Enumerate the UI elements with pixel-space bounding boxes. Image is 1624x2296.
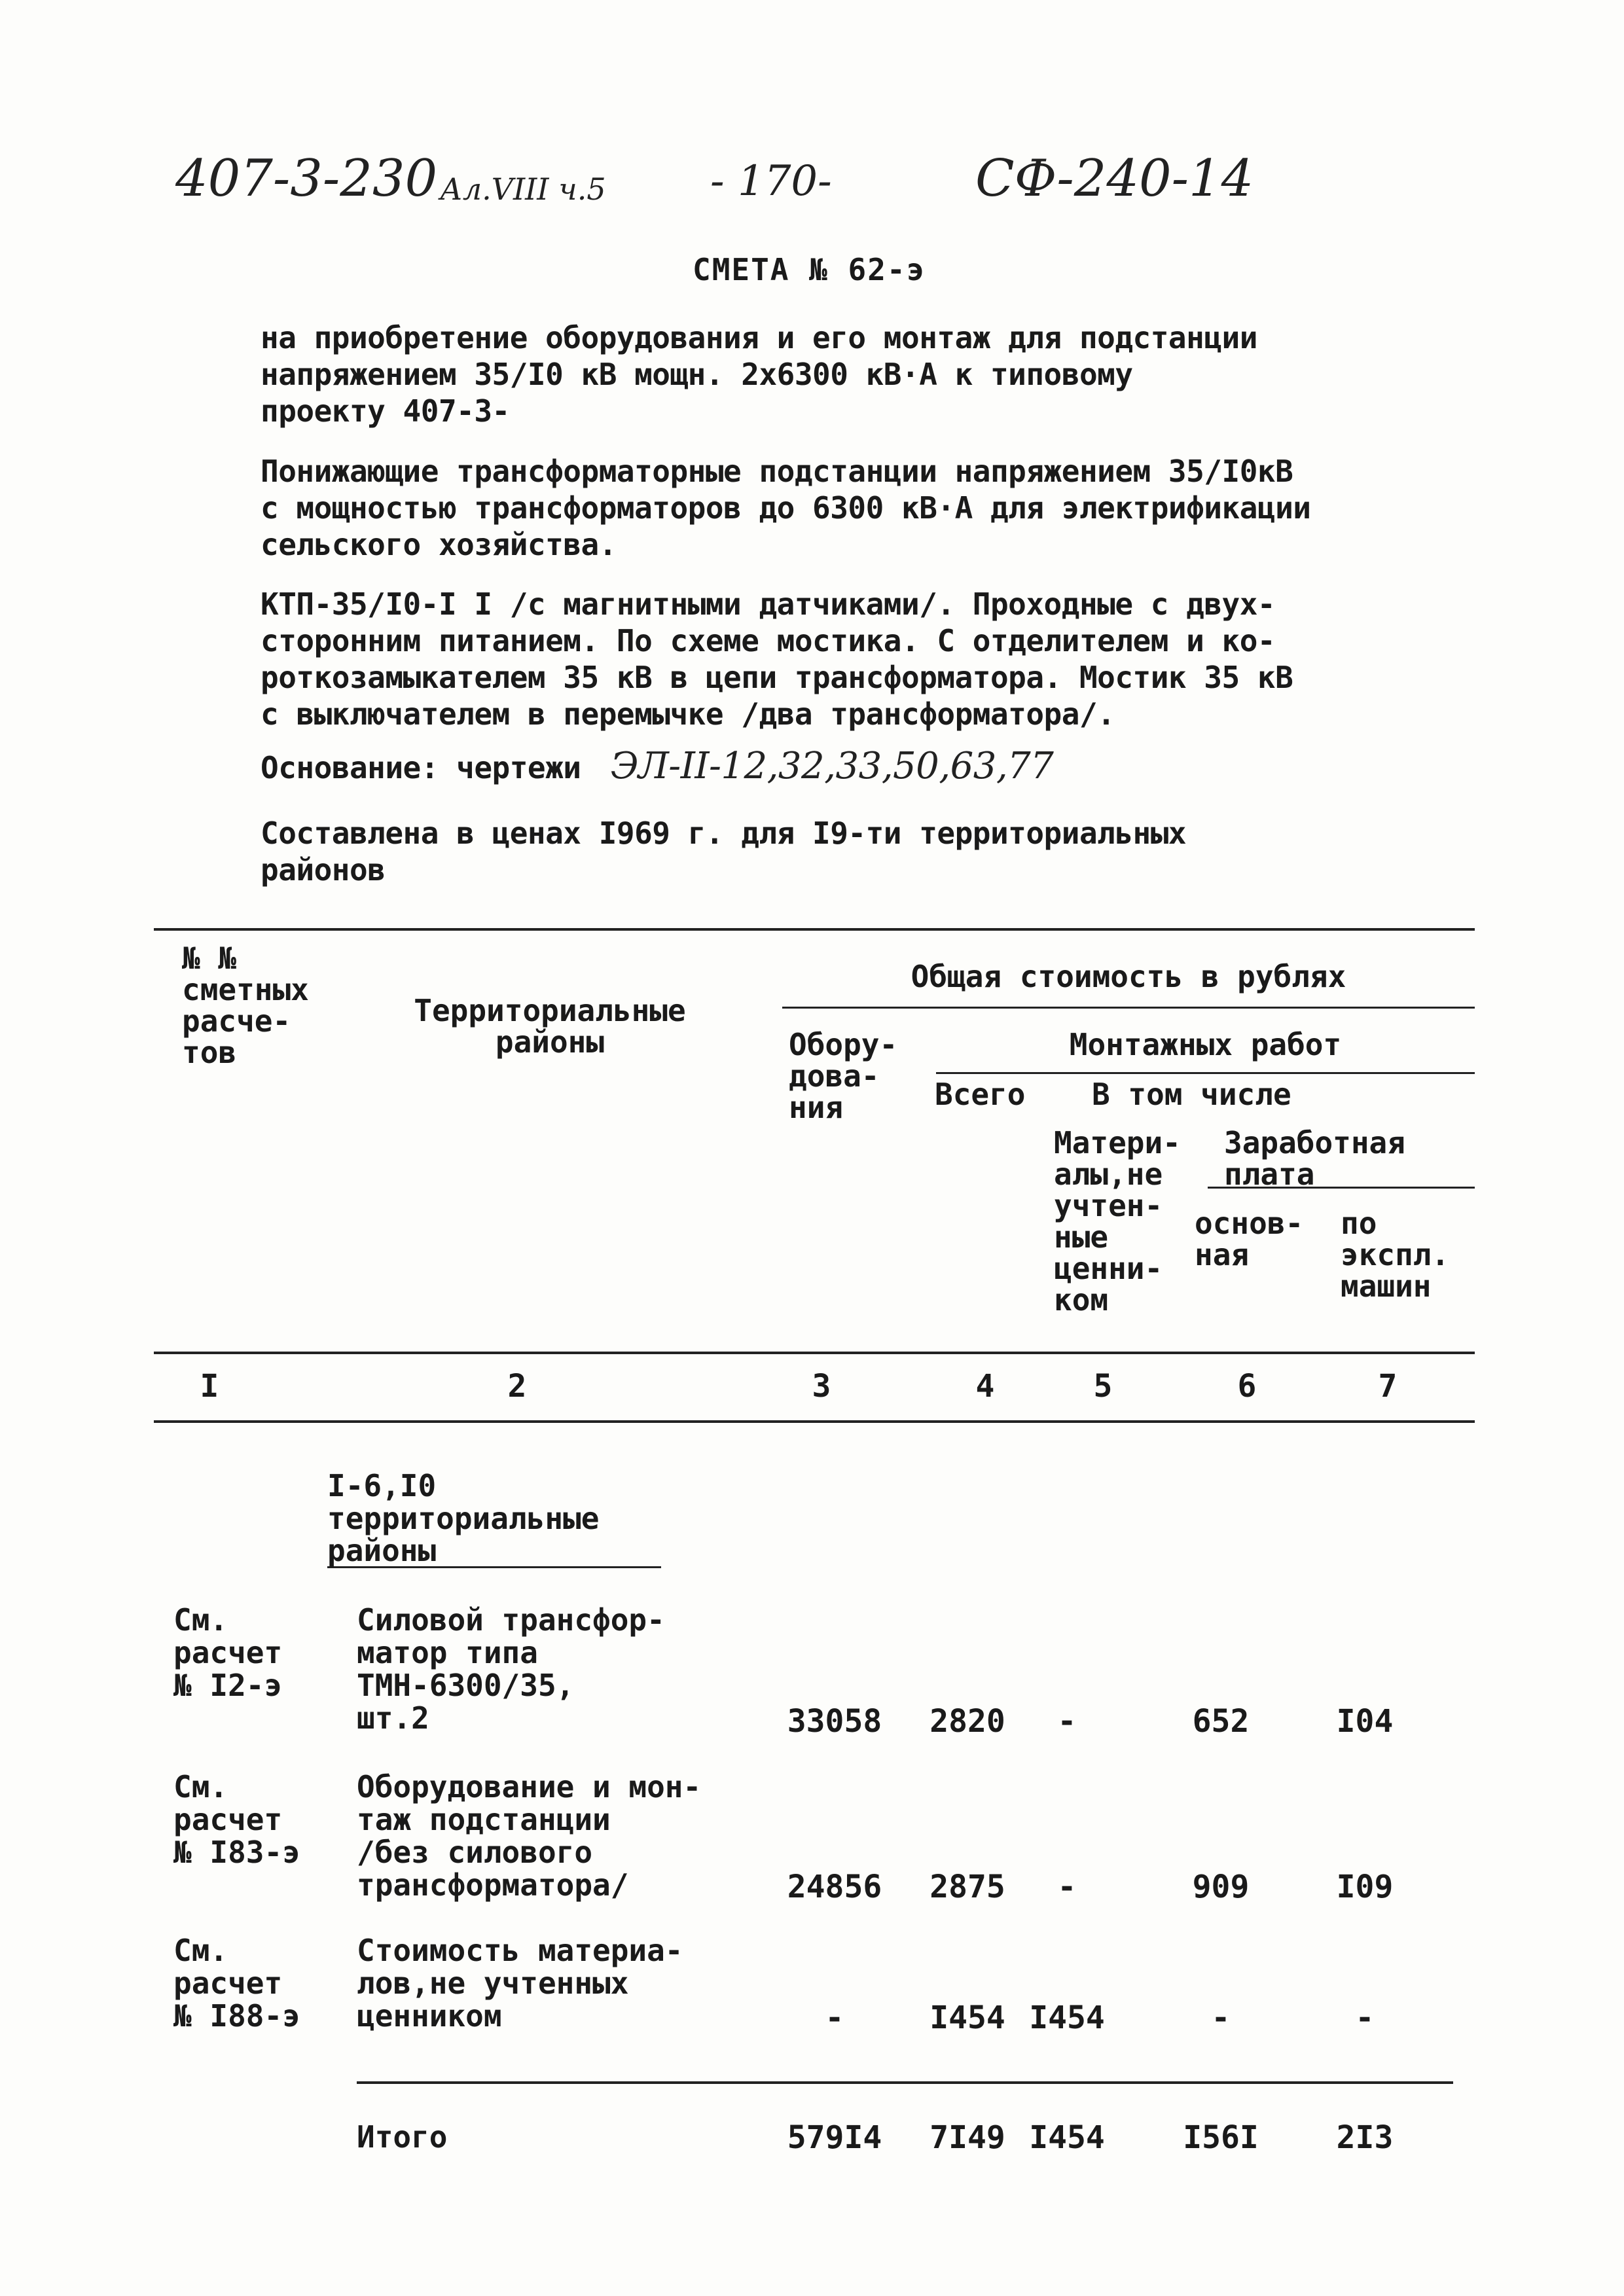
header-installation: Монтажных работ [1069, 1027, 1342, 1062]
header-line: ния [789, 1090, 844, 1125]
subtitle-line: напряжением 35/I0 кВ мощн. 2х6300 кВ·А к типовому [261, 357, 1133, 392]
section-title-line: I-6,I0 [327, 1468, 437, 1503]
column-number: 6 [1237, 1368, 1257, 1405]
estimate-title: СМЕТА № 62-э [693, 252, 926, 287]
row-name-line: шт.2 [357, 1700, 429, 1736]
header-line: тов [182, 1035, 237, 1070]
row-name-line: Оборудование и мон- [357, 1769, 702, 1804]
description-paragraph-1 [261, 453, 1310, 563]
header-total-cost: Общая стоимость в рублях [911, 959, 1346, 994]
header-machine-wages [1341, 1208, 1449, 1302]
paragraph-line: сельского хозяйства. [261, 527, 617, 562]
basis-label: Основание: чертежи [261, 750, 581, 785]
header-line: учтен- [1054, 1188, 1163, 1223]
row-reference-line: № I88-э [173, 1998, 300, 2034]
header-estimate-number [182, 942, 309, 1068]
row-name-line: ТМН-6300/35, [357, 1668, 575, 1703]
header-line: ценни- [1054, 1251, 1163, 1286]
row-reference-line: расчет [173, 1965, 283, 2001]
paragraph-line: Понижающие трансформаторные подстанции напряжением 35/I0кВ [261, 454, 1293, 489]
header-line: ные [1054, 1219, 1109, 1255]
row-name-line: Силовой трансфор- [357, 1602, 665, 1638]
header-materials [1054, 1127, 1181, 1316]
row-materials-value: - [1057, 1869, 1077, 1905]
prices-note [261, 815, 1186, 888]
row-equipment-value: - [825, 2000, 844, 2036]
header-line: ная [1195, 1237, 1250, 1272]
row-name-line: /без силового [357, 1835, 593, 1870]
prices-line: Составлена в ценах I969 г. для I9-ти территориальных [261, 816, 1187, 851]
row-machine-wages-value: - [1355, 2000, 1375, 2036]
row-reference [173, 1934, 300, 2032]
basis-line [261, 745, 1054, 787]
row-name [357, 1604, 665, 1734]
row-name-line: Стоимость материа- [357, 1933, 683, 1968]
column-numbers-rule [154, 1420, 1475, 1423]
row-reference-line: № I2-э [173, 1668, 283, 1703]
row-reference [173, 1604, 282, 1702]
row-machine-wages-value: I04 [1336, 1703, 1394, 1740]
paragraph-line: с выключателем в перемычке /два трансформатора/. [261, 696, 1115, 732]
header-line: расче- [182, 1003, 291, 1039]
row-name-line: таж подстанции [357, 1802, 611, 1837]
header-line: Территориальные [414, 993, 686, 1028]
row-name-line: трансформатора/ [357, 1867, 629, 1903]
header-including: В том числе [1092, 1077, 1291, 1112]
row-reference-line: См. [173, 1602, 228, 1638]
total-basic-wages-value: I56I [1183, 2119, 1259, 2156]
header-line: сметных [182, 972, 309, 1007]
row-reference [173, 1770, 300, 1869]
section-title-line: территориальные [327, 1501, 600, 1536]
paragraph-line: с мощностью трансформаторов до 6300 кВ·А для электрификации [261, 490, 1311, 526]
header-bottom-rule [154, 1352, 1475, 1354]
total-label: Итого [357, 2119, 448, 2155]
header-line: ком [1054, 1282, 1109, 1318]
header-wages-2: плата [1224, 1157, 1315, 1192]
header-line: машин [1341, 1268, 1432, 1304]
header-line: экспл. [1341, 1237, 1450, 1272]
header-line: № № [182, 941, 237, 976]
row-reference-line: См. [173, 1769, 228, 1804]
table-top-rule [154, 928, 1475, 931]
project-code: 407-3-230 [175, 149, 438, 208]
row-name-line: матор типа [357, 1635, 538, 1670]
row-name-line: ценником [357, 1998, 502, 2034]
column-number: 2 [507, 1368, 527, 1405]
row-total-value: 2820 [929, 1703, 1005, 1740]
total-materials-value: I454 [1029, 2119, 1105, 2156]
row-basic-wages-value: 909 [1192, 1869, 1250, 1905]
paragraph-line: КТП-35/I0-I I /с магнитными датчиками/. Проходные с двух- [261, 586, 1276, 622]
row-name-line: лов,не учтенных [357, 1965, 629, 2001]
album-reference: Ал.VIII ч.5 [440, 171, 606, 207]
column-number: 3 [812, 1368, 831, 1405]
subtitle-line: на приобретение оборудования и его монтаж для подстанции [261, 320, 1257, 355]
column-number: 7 [1378, 1368, 1398, 1405]
column-number: I [200, 1368, 219, 1405]
basis-drawings: ЭЛ-II-12,32,33,50,63,77 [610, 745, 1054, 787]
total-installation-value: 7I49 [929, 2119, 1005, 2156]
paragraph-line: сторонним питанием. По схеме мостика. С отделителем и ко- [261, 623, 1276, 658]
header-line: Обору- [789, 1027, 898, 1062]
row-name [357, 1770, 701, 1901]
row-reference-line: № I83-э [173, 1835, 300, 1870]
header-line: Матери- [1054, 1125, 1181, 1160]
total-machine-wages-value: 2I3 [1336, 2119, 1394, 2156]
estimate-subtitle [261, 319, 1257, 429]
row-materials-value: I454 [1029, 2000, 1105, 2036]
row-name [357, 1934, 683, 2032]
total-equipment-value: 579I4 [787, 2119, 882, 2156]
description-paragraph-2 [261, 586, 1293, 732]
row-basic-wages-value: 652 [1192, 1703, 1250, 1740]
page-number: - 170- [710, 157, 832, 206]
header-line: дова- [789, 1058, 880, 1094]
total-rule [357, 2081, 1453, 2084]
installation-rule [936, 1072, 1475, 1074]
prices-line: районов [261, 852, 386, 888]
row-reference-line: расчет [173, 1635, 283, 1670]
header-territorial-regions [353, 995, 746, 1058]
header-wages: Заработная [1224, 1125, 1405, 1160]
row-reference-line: См. [173, 1933, 228, 1968]
row-equipment-value: 33058 [787, 1703, 882, 1740]
sheet-code: СФ-240-14 [975, 149, 1254, 208]
total-cost-rule [782, 1007, 1475, 1009]
paragraph-line: роткозамыкателем 35 кВ в цепи трансформатора. Мостик 35 кВ [261, 660, 1293, 695]
section-title-line: районы [327, 1535, 661, 1568]
row-total-value: 2875 [929, 1869, 1005, 1905]
header-line: по [1341, 1206, 1377, 1241]
header-total: Всего [935, 1077, 1026, 1112]
header-line: районы [495, 1024, 605, 1060]
row-machine-wages-value: I09 [1336, 1869, 1394, 1905]
column-number: 4 [975, 1368, 995, 1405]
header-line: основ- [1195, 1206, 1304, 1241]
column-number: 5 [1093, 1368, 1113, 1405]
section-title [327, 1469, 661, 1568]
subtitle-line: проекту 407-3- [261, 393, 510, 429]
row-reference-line: расчет [173, 1802, 283, 1837]
row-equipment-value: 24856 [787, 1869, 882, 1905]
row-materials-value: - [1057, 1703, 1077, 1740]
header-basic-wages [1195, 1208, 1303, 1270]
header-line: алы,не [1054, 1157, 1163, 1192]
row-total-value: I454 [929, 2000, 1005, 2036]
row-basic-wages-value: - [1211, 2000, 1231, 2036]
header-equipment [789, 1029, 897, 1123]
